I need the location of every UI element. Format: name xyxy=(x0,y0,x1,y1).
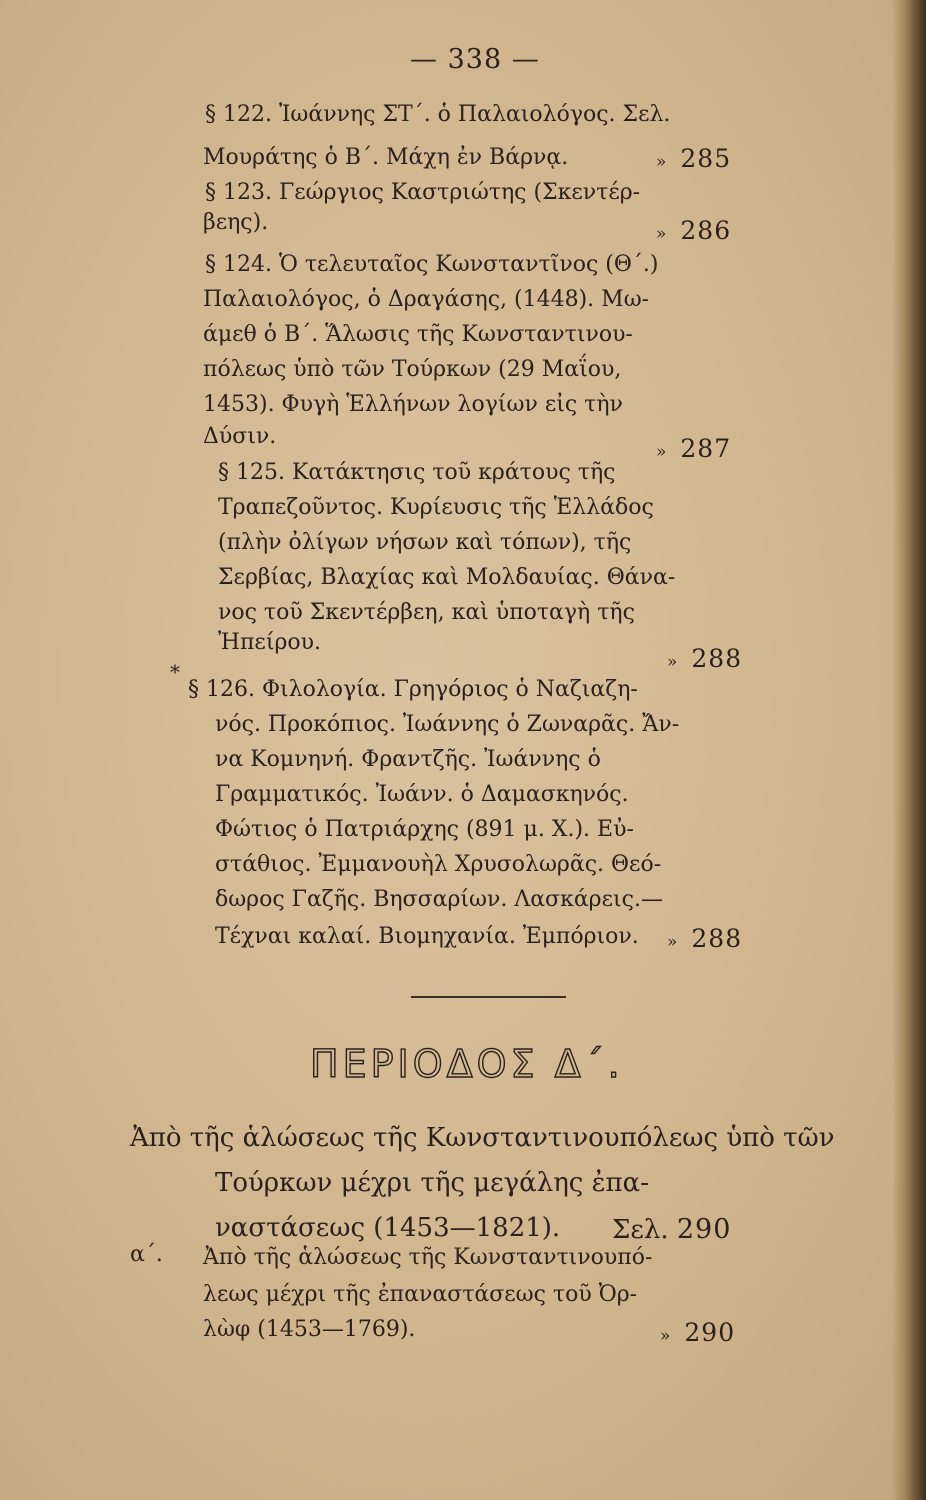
section-divider xyxy=(411,996,566,998)
entry-page-ref xyxy=(656,144,731,177)
subsection-line: λὼφ (1453—1769). xyxy=(203,1317,416,1342)
entry-line: Γραμματικός. Ἰωάνν. ὁ Δαμασκηνός. xyxy=(215,782,629,807)
period-title: ΠΕΡΙΟΔΟΣ Δ΄. xyxy=(310,1042,624,1086)
ditto-mark: » xyxy=(660,1326,671,1346)
entry-line: § 124. Ὁ τελευταῖος Κωνσταντῖνος (Θ΄.) xyxy=(205,252,659,277)
page-ref-number: 288 xyxy=(691,924,743,953)
entry-line: Μουράτης ὁ Β΄. Μάχη ἐν Βάρνᾳ. xyxy=(203,145,569,170)
page-ref-number: 287 xyxy=(680,434,732,463)
entry-line: § 122. Ἰωάννης ΣΤ΄. ὁ Παλαιολόγος. Σελ. xyxy=(205,102,671,127)
page-label: Σελ. xyxy=(612,1215,669,1245)
page-ref-number: 290 xyxy=(676,1214,732,1245)
subsection-page-ref xyxy=(660,1318,735,1351)
entry-line: βεης). xyxy=(203,210,269,235)
ditto-mark: » xyxy=(656,442,667,462)
ditto-mark: » xyxy=(656,152,667,172)
ditto-mark: » xyxy=(667,652,678,672)
entry-line: Ἠπείρου. xyxy=(218,630,321,655)
entry-line: Τέχναι καλαί. Βιομηχανία. Ἐμπόριον. xyxy=(215,924,639,949)
ditto-mark: » xyxy=(656,224,667,244)
entry-line: νος τοῦ Σκεντέρβεη, καὶ ὑποταγὴ τῆς xyxy=(218,600,635,625)
page-ref-number: 285 xyxy=(680,144,732,173)
entry-line: άμεθ ὁ Β΄. Ἅλωσις τῆς Κωνσταντινου- xyxy=(203,322,633,347)
entry-line: Σερβίας, Βλαχίας καὶ Μολδαυίας. Θάνα- xyxy=(218,565,676,590)
subsection-line: λεως μέχρι τῆς ἐπαναστάσεως τοῦ Ὀρ- xyxy=(203,1282,638,1307)
entry-page-ref xyxy=(667,644,742,677)
entry-page-ref xyxy=(656,216,731,249)
entry-page-ref xyxy=(667,924,742,957)
period-line: ναστάσεως (1453—1821). xyxy=(215,1213,561,1243)
entry-page-ref xyxy=(656,434,731,467)
entry-line: να Κομνηνή. Φραντζῆς. Ἰωάννης ὁ xyxy=(215,747,601,772)
entry-line: Παλαιολόγος, ὁ Δραγάσης, (1448). Μω- xyxy=(203,287,650,312)
period-line: Τούρκων μέχρι τῆς μεγάλης ἐπα- xyxy=(215,1168,649,1198)
entry-line: Τραπεζοῦντος. Κυρίευσις τῆς Ἑλλάδος xyxy=(218,495,654,520)
entry-line: 1453). Φυγὴ Ἑλλήνων λογίων εἰς τὴν xyxy=(203,392,623,417)
entry-line: Φώτιος ὁ Πατριάρχης (891 μ. Χ.). Εὐ- xyxy=(215,817,634,842)
entry-line: πόλεως ὑπὸ τῶν Τούρκων (29 Μαΐου, xyxy=(203,357,622,382)
subsection-label: α΄. xyxy=(130,1242,163,1267)
page-ref-number: 288 xyxy=(691,644,743,673)
subsection-line: Ἀπὸ τῆς ἁλώσεως τῆς Κωνσταντινουπό- xyxy=(203,1245,653,1270)
entry-line: στάθιος. Ἐμμανουὴλ Χρυσολωρᾶς. Θεό- xyxy=(215,852,662,877)
page-ref-number: 286 xyxy=(680,216,732,245)
ditto-mark: » xyxy=(667,932,678,952)
entry-line: νός. Προκόπιος. Ἰωάννης ὁ Ζωναρᾶς. Ἄν- xyxy=(215,712,680,737)
entry-line: Δύσιν. xyxy=(203,424,277,449)
period-line: Ἀπὸ τῆς ἁλώσεως τῆς Κωνσταντινουπόλεως ὑπὸ τῶν xyxy=(130,1123,835,1153)
entry-line: § 125. Κατάκτησις τοῦ κράτους τῆς xyxy=(218,460,616,485)
entry-line: § 123. Γεώργιος Καστριώτης (Σκεντέρ- xyxy=(205,180,641,205)
entry-line: δωρος Γαζῆς. Βησσαρίων. Λασκάρεις.— xyxy=(215,887,663,912)
entry-line: § 126. Φιλολογία. Γρηγόριος ὁ Ναζιαζη- xyxy=(188,677,638,702)
page-number: — 338 — xyxy=(410,44,540,75)
page-ref-number: 290 xyxy=(684,1318,736,1347)
asterisk-mark: * xyxy=(170,660,180,684)
entry-line: (πλὴν ὀλίγων νήσων καὶ τόπων), τῆς xyxy=(218,530,632,555)
